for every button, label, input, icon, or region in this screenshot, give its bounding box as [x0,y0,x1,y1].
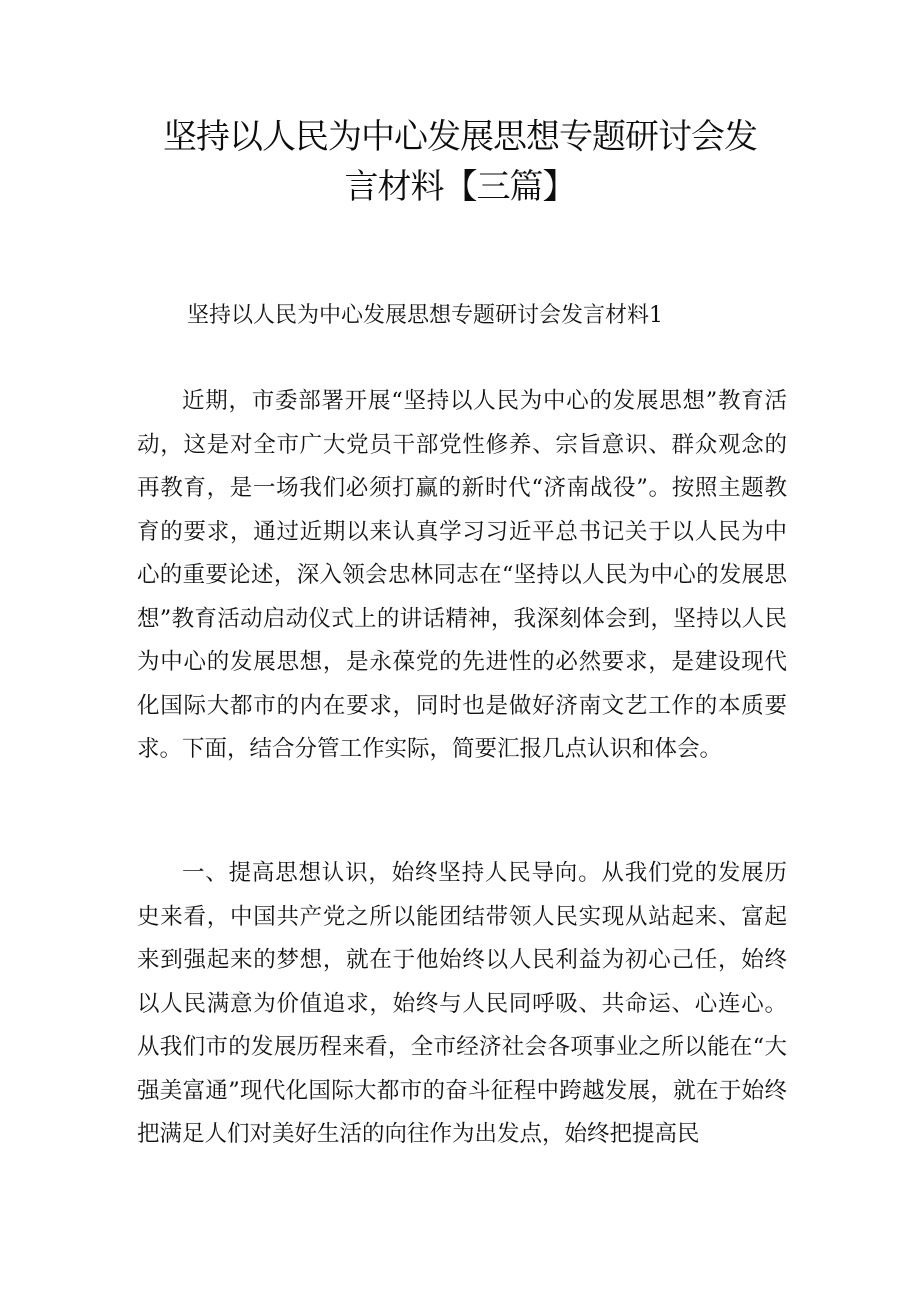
section-heading: 坚持以人民为中心发展思想专题研讨会发言材料1 [187,303,663,328]
title-line-1: 坚持以人民为中心发展思想专题研讨会发 [163,117,757,157]
body-paragraph-2: 一、提高思想认识，始终坚持人民导向。从我们党的发展历史来看，中国共产党之所以能团结带领人民实现从站起来、富起来到强起来的梦想，就在于他始终以人民利益为初心己任，始终以人民满意为价值追求，始终与人民同呼吸、共命运、心连心。从我们市的发展历程来看，全市经济社会各项事业之所以能在“大强美富通”现代化国际大都市的奋斗征程中跨越发展，就在于始终把满足人们对美好生活的向往作为出发点，始终把提高民 [137,860,787,1147]
body-paragraph-1: 近期，市委部署开展“坚持以人民为中心的发展思想”教育活动，这是对全市广大党员干部党性修养、宗旨意识、群众观念的再教育，是一场我们必须打赢的新时代“济南战役”。按照主题教育的要求，通过近期以来认真学习习近平总书记关于以人民为中心的重要论述，深入领会忠林同志在“坚持以人民为中心的发展思想”教育活动启动仪式上的讲话精神，我深刻体会到，坚持以人民为中心的发展思想，是永葆党的先进性的必然要求，是建设现代化国际大都市的内在要求，同时也是做好济南文艺工作的本质要求。下面，结合分管工作实际，简要汇报几点认识和体会。 [137,388,787,762]
title-line-2: 言材料【三篇】 [344,167,576,207]
document-title [130,112,790,212]
